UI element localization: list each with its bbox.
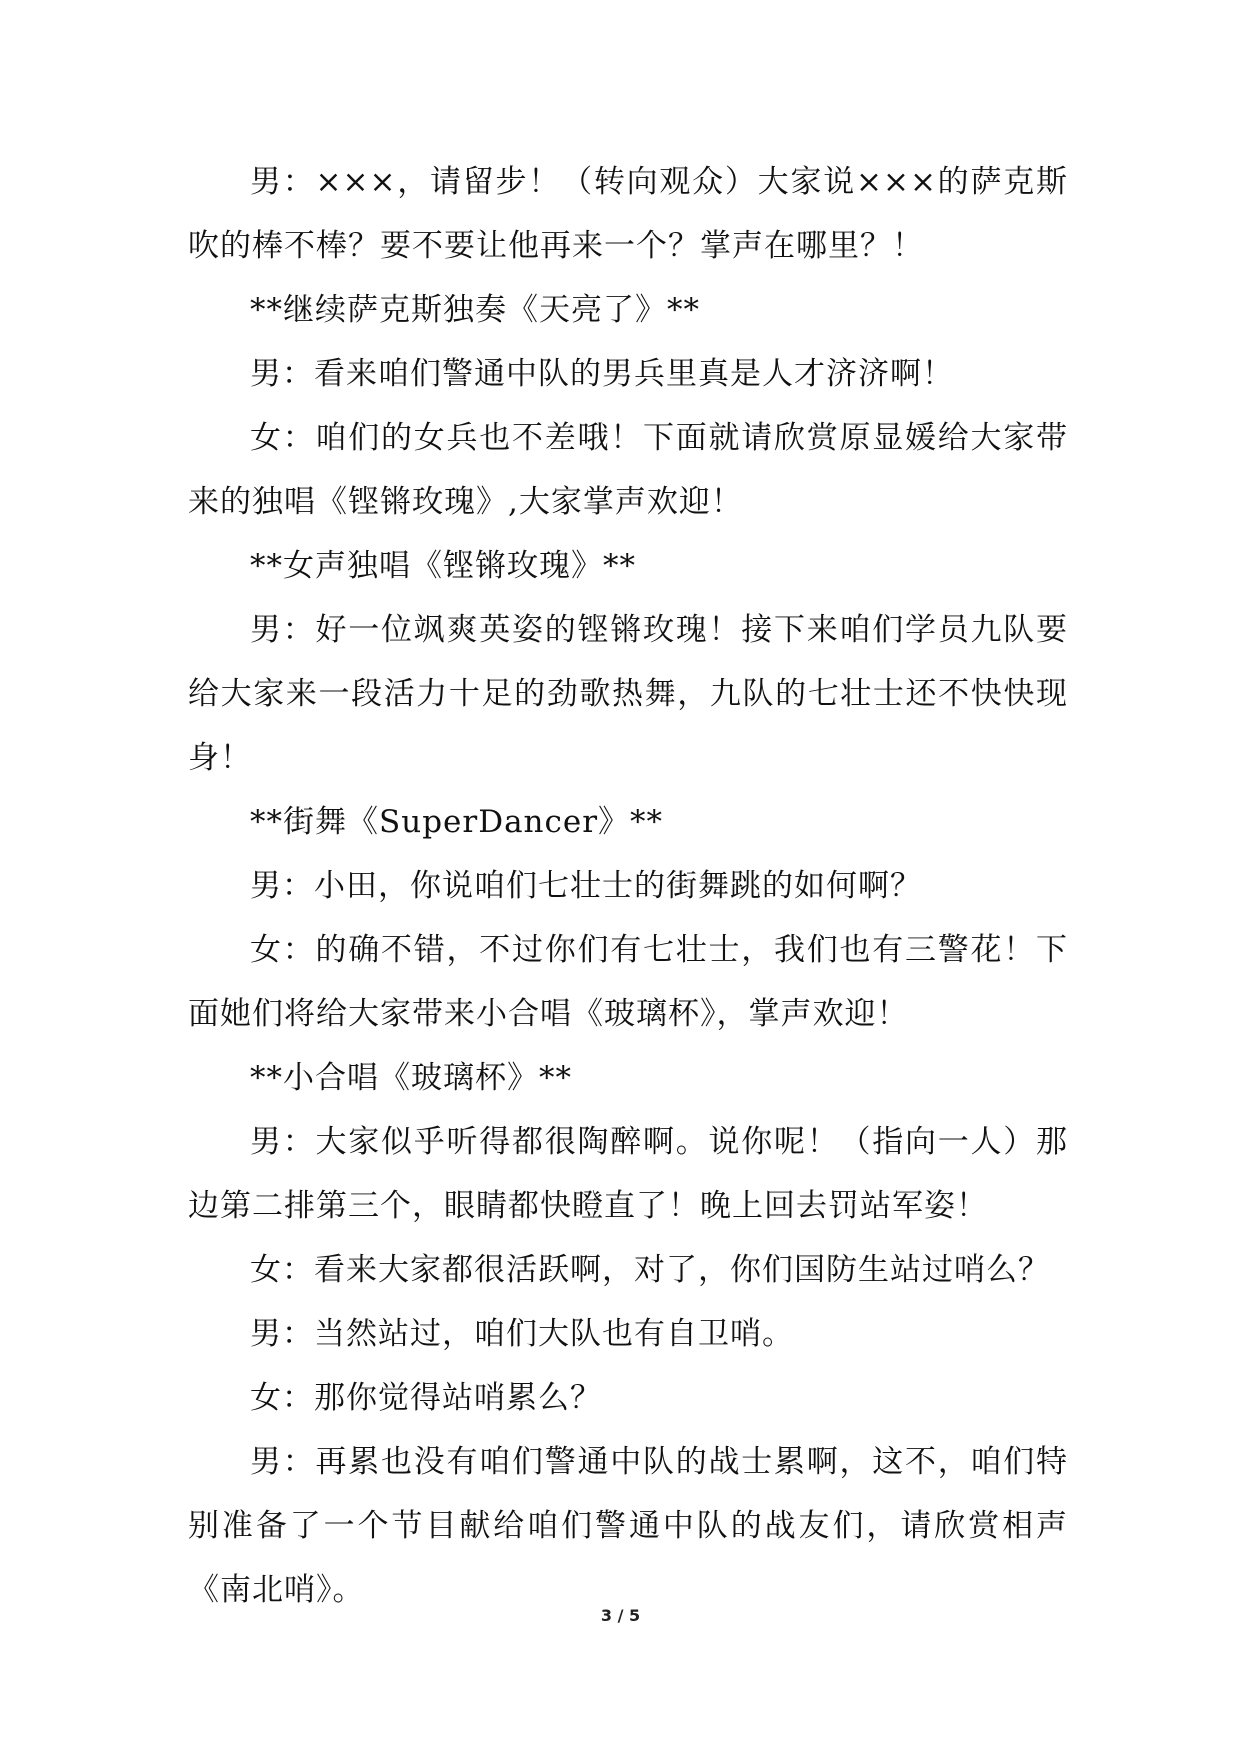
paragraph: **继续萨克斯独奏《天亮了》**: [250, 292, 700, 328]
paragraph: 男：当然站过，咱们大队也有自卫哨。: [250, 1316, 794, 1352]
paragraph: **街舞《SuperDancer》**: [250, 804, 664, 840]
paragraph: 女：的确不错，不过你们有七壮士，我们也有三警花！下面她们将给大家带来小合唱《玻璃杯》，掌声欢迎！: [188, 932, 1068, 1032]
paragraph: 男：小田，你说咱们七壮士的街舞跳的如何啊？: [250, 868, 922, 904]
paragraph: 男：×××，请留步！（转向观众）大家说×××的萨克斯吹的棒不棒？要不要让他再来一个？掌声在哪里？！: [188, 164, 1068, 264]
paragraph: 女：那你觉得站哨累么？: [250, 1380, 602, 1416]
paragraph: 男：再累也没有咱们警通中队的战士累啊，这不，咱们特别准备了一个节目献给咱们警通中队的战友们，请欣赏相声《南北哨》。: [188, 1444, 1068, 1608]
paragraph: **女声独唱《铿锵玫瑰》**: [250, 548, 636, 584]
page-number: 3 / 5: [600, 1606, 641, 1625]
paragraph: 男：大家似乎听得都很陶醉啊。说你呢！（指向一人）那边第二排第三个，眼睛都快瞪直了！晚上回去罚站军姿！: [188, 1124, 1068, 1224]
paragraph: **小合唱《玻璃杯》**: [250, 1060, 572, 1096]
paragraph: 女：看来大家都很活跃啊，对了，你们国防生站过哨么？: [250, 1252, 1050, 1288]
document-body: [188, 150, 1068, 1622]
paragraph: 女：咱们的女兵也不差哦！下面就请欣赏原显媛给大家带来的独唱《铿锵玫瑰》,大家掌声欢迎！: [188, 420, 1068, 520]
paragraph: 男：看来咱们警通中队的男兵里真是人才济济啊！: [250, 356, 954, 392]
paragraph: 男：好一位飒爽英姿的铿锵玫瑰！接下来咱们学员九队要给大家来一段活力十足的劲歌热舞，九队的七壮士还不快快现身！: [188, 612, 1068, 776]
